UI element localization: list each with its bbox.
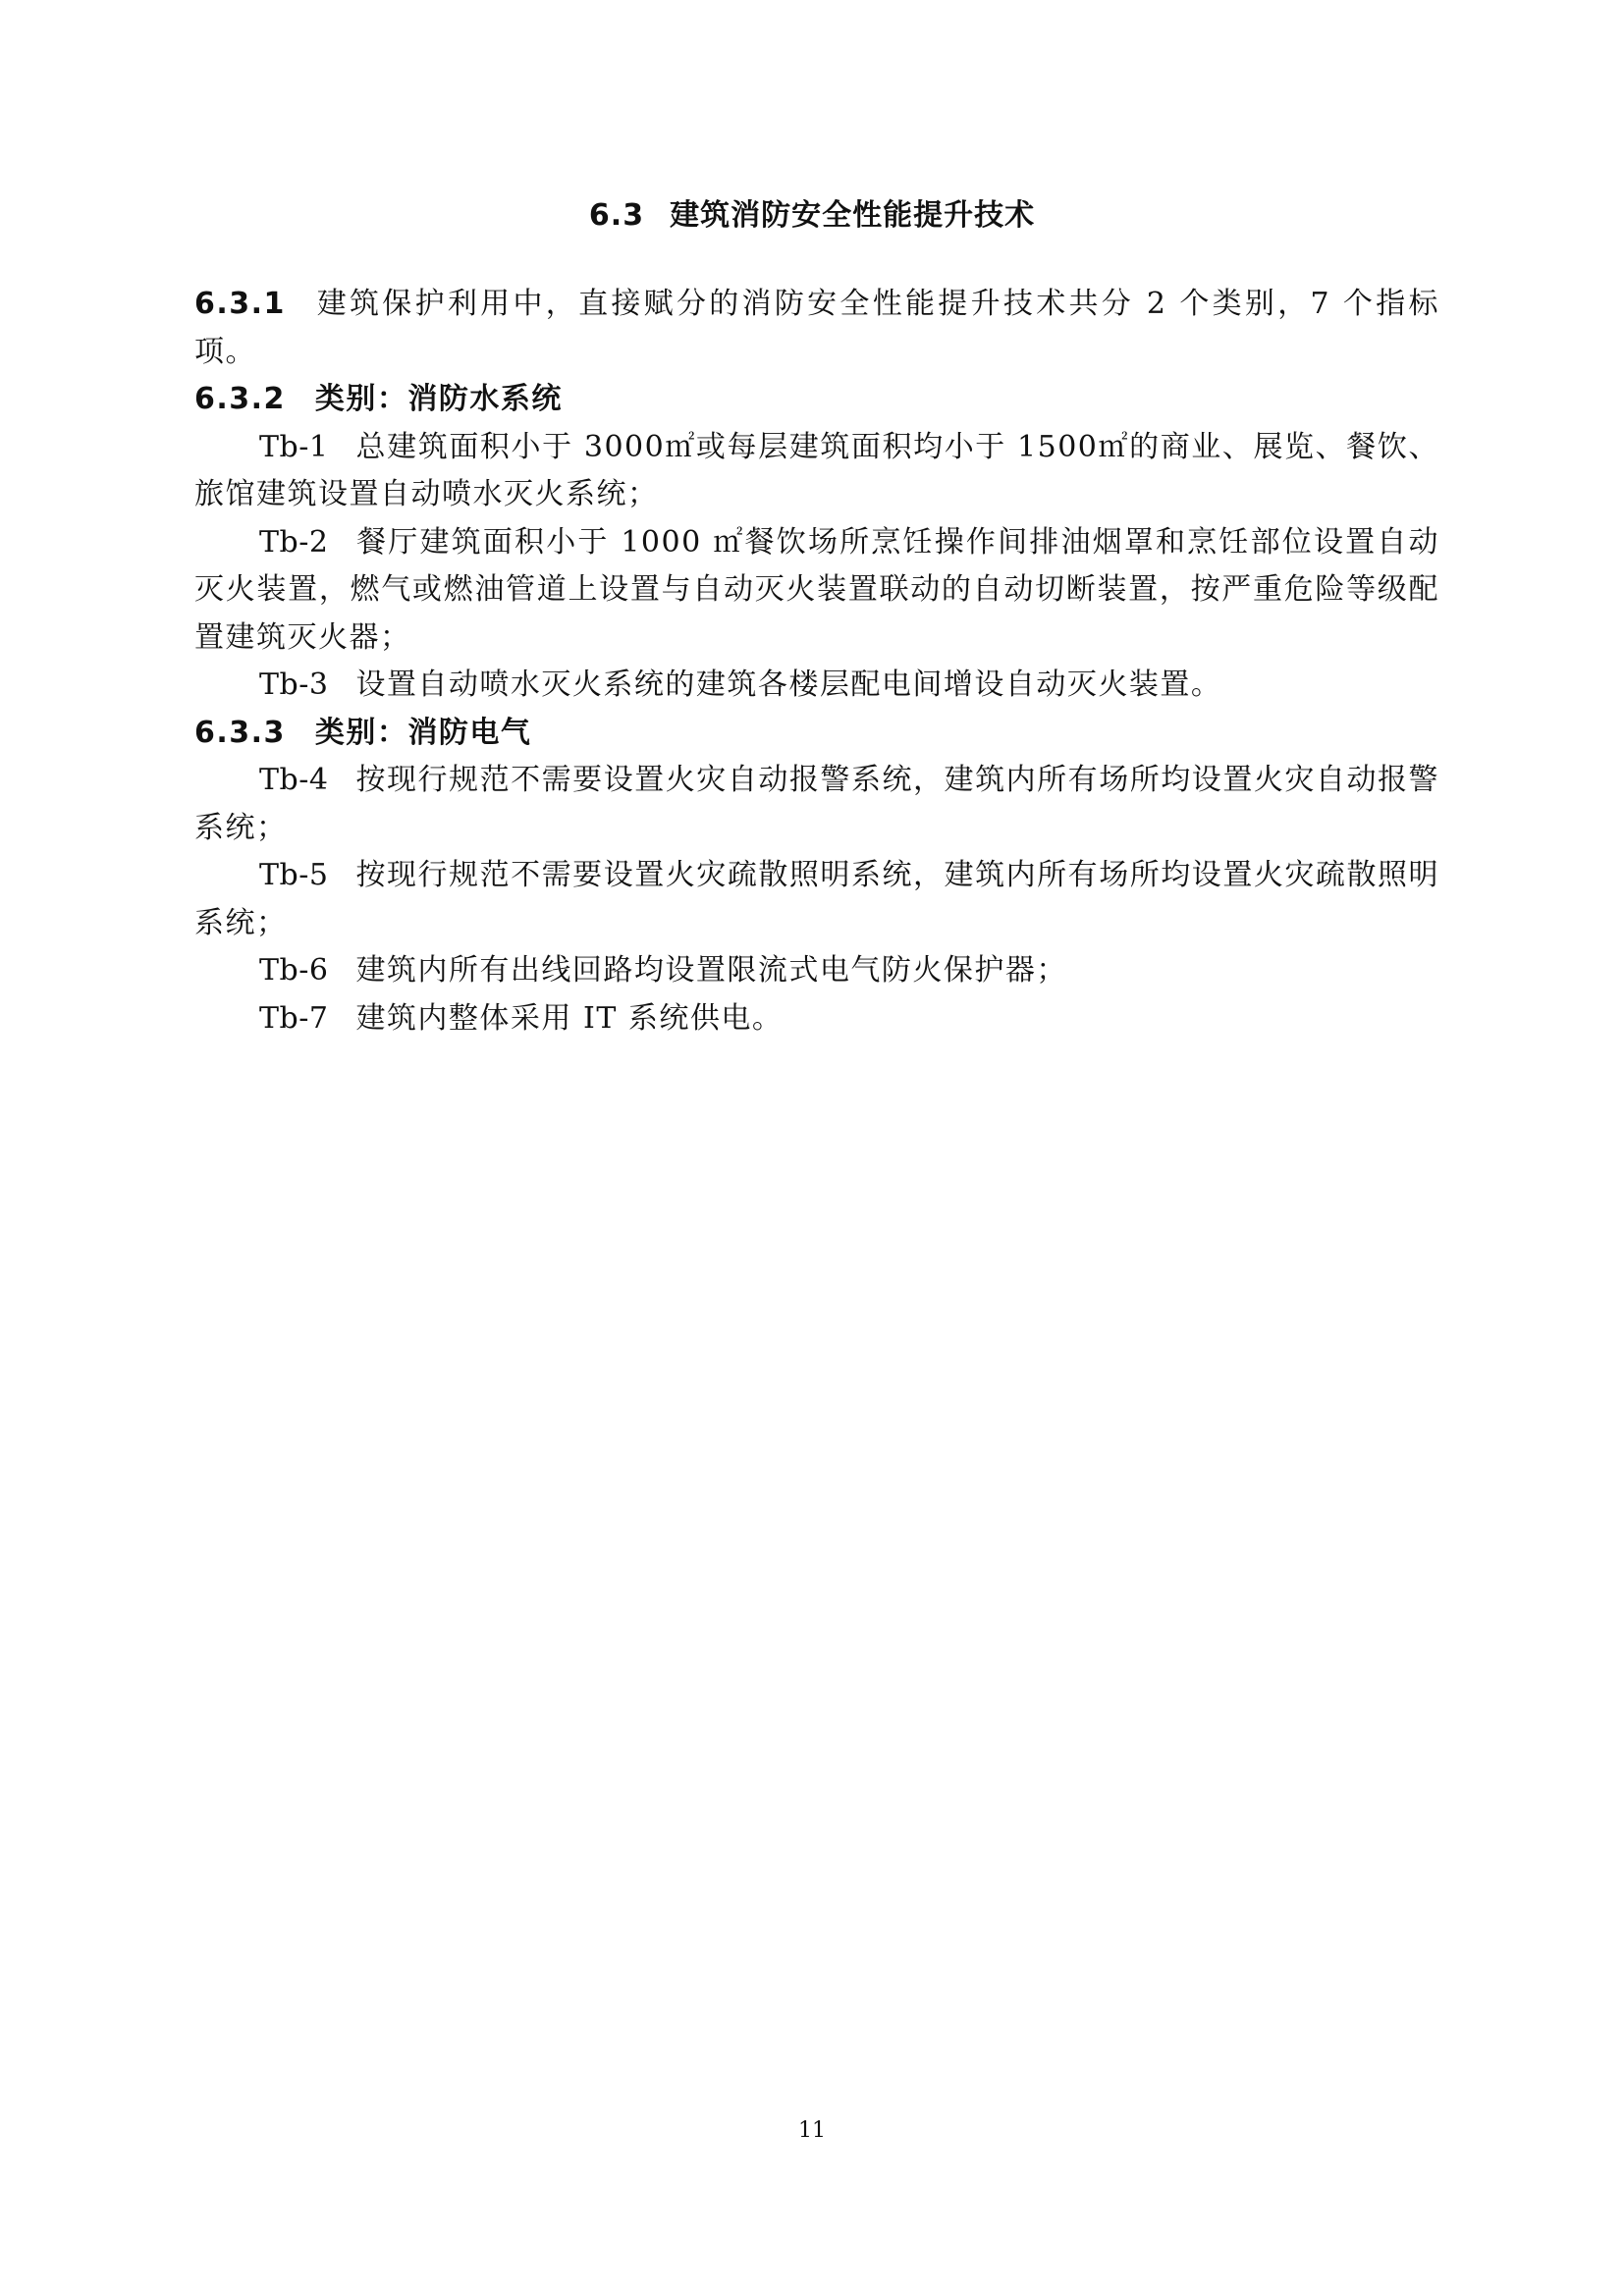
clause-6-3-2-heading xyxy=(194,376,1439,424)
item-code: Tb-6 xyxy=(259,953,329,988)
item-code: Tb-4 xyxy=(259,763,329,797)
item-text: 建筑内所有出线回路均设置限流式电气防火保护器； xyxy=(355,953,1067,988)
item-tb-5 xyxy=(194,852,1439,947)
section-title-text: 建筑消防安全性能提升技术 xyxy=(670,198,1036,233)
section-body xyxy=(194,281,1439,1042)
item-text: 按现行规范不需要设置火灾疏散照明系统，建筑内所有场所均设置火灾疏散照明系统； xyxy=(194,858,1439,940)
clause-heading: 类别：消防电气 xyxy=(314,715,532,750)
clause-code: 6.3.2 xyxy=(194,382,286,416)
clause-heading: 类别：消防水系统 xyxy=(314,382,563,416)
clause-6-3-1 xyxy=(194,281,1439,376)
item-text: 餐厅建筑面积小于 1000 ㎡餐饮场所烹饪操作间排油烟罩和烹饪部位设置自动灭火装置，燃气或燃油管道上设置与自动灭火装置联动的自动切断装置，按严重危险等级配置建筑灭火器； xyxy=(194,524,1439,655)
item-tb-6 xyxy=(194,947,1439,995)
clause-text: 建筑保护利用中，直接赋分的消防安全性能提升技术共分 2 个类别，7 个指标项。 xyxy=(194,287,1439,369)
item-tb-1 xyxy=(194,424,1439,519)
item-text: 设置自动喷水灭火系统的建筑各楼层配电间增设自动灭火装置。 xyxy=(355,667,1222,702)
page-number: 11 xyxy=(798,2118,826,2143)
section-title xyxy=(0,192,1624,240)
item-text: 建筑内整体采用 IT 系统供电。 xyxy=(355,1000,784,1036)
item-code: Tb-5 xyxy=(259,858,329,892)
item-tb-2 xyxy=(194,519,1439,663)
clause-6-3-3-heading xyxy=(194,710,1439,758)
clause-code: 6.3.1 xyxy=(194,287,286,321)
item-text: 按现行规范不需要设置火灾自动报警系统，建筑内所有场所均设置火灾自动报警系统； xyxy=(194,763,1439,845)
item-code: Tb-3 xyxy=(259,667,329,702)
item-code: Tb-2 xyxy=(259,524,329,560)
item-code: Tb-1 xyxy=(259,429,329,464)
item-code: Tb-7 xyxy=(259,1000,329,1036)
item-tb-7 xyxy=(194,995,1439,1043)
clause-code: 6.3.3 xyxy=(194,715,286,750)
section-number: 6.3 xyxy=(588,198,645,233)
item-tb-3 xyxy=(194,662,1439,710)
item-tb-4 xyxy=(194,757,1439,852)
item-text: 总建筑面积小于 3000㎡或每层建筑面积均小于 1500㎡的商业、展览、餐饮、旅馆建筑设置自动喷水灭火系统； xyxy=(194,429,1439,511)
